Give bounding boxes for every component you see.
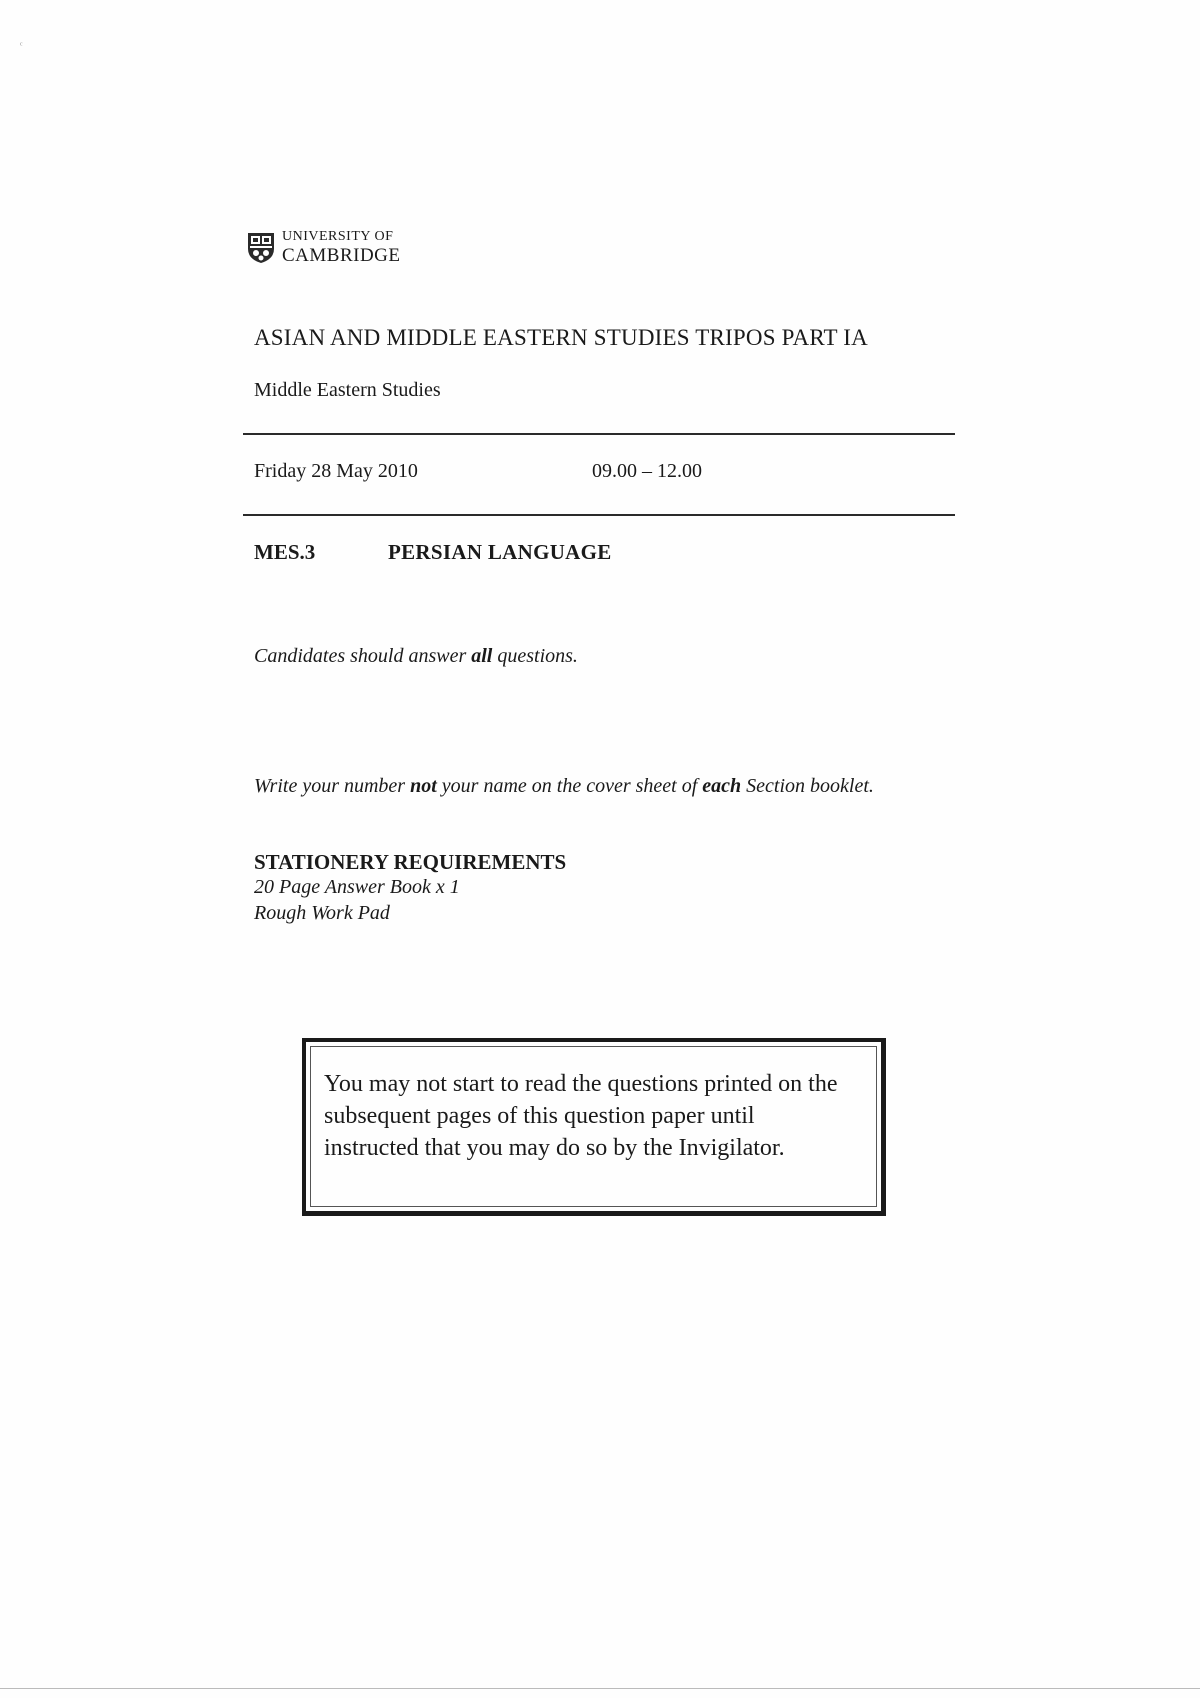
answer-instruction-part2: questions. bbox=[492, 645, 578, 667]
logo-cambridge: CAMBRIDGE bbox=[282, 245, 401, 266]
booklet-instruction bbox=[254, 775, 874, 798]
stationery-heading: STATIONERY REQUIREMENTS bbox=[254, 850, 567, 874]
bottom-divider bbox=[243, 514, 955, 516]
booklet-instruction-emphasis-not: not bbox=[410, 775, 437, 797]
booklet-instruction-part1: Write your number bbox=[254, 775, 411, 797]
paper-code: MES.3 bbox=[254, 540, 316, 564]
logo-university-of: UNIVERSITY OF bbox=[282, 229, 394, 244]
booklet-instruction-part3: Section booklet. bbox=[741, 775, 874, 797]
top-divider bbox=[243, 433, 955, 435]
stationery-item: Rough Work Pad bbox=[254, 902, 390, 924]
stationery-item: 20 Page Answer Book x 1 bbox=[254, 876, 460, 898]
subject-subtitle: Middle Eastern Studies bbox=[254, 379, 441, 401]
tripos-title: ASIAN AND MIDDLE EASTERN STUDIES TRIPOS PART IA bbox=[254, 325, 868, 350]
invigilator-notice-box bbox=[302, 1038, 886, 1216]
booklet-instruction-emphasis-each: each bbox=[702, 775, 742, 797]
university-crest-icon bbox=[246, 231, 276, 265]
answer-instruction-part1: Candidates should answer bbox=[254, 645, 472, 667]
booklet-instruction-part2: your name on the cover sheet of bbox=[436, 775, 703, 797]
answer-instruction-emphasis: all bbox=[471, 645, 493, 667]
scan-mark: ᶜ bbox=[20, 40, 23, 51]
invigilator-notice-text: You may not start to read the questions printed on the subsequent pages of this question paper until instructed that you may do so by the Invigilator. bbox=[324, 1071, 838, 1161]
scan-edge-line bbox=[0, 1688, 1200, 1689]
answer-instruction bbox=[254, 645, 578, 668]
paper-title: PERSIAN LANGUAGE bbox=[388, 540, 612, 564]
exam-date: Friday 28 May 2010 bbox=[254, 460, 418, 482]
exam-time: 09.00 – 12.00 bbox=[592, 460, 702, 482]
university-logo bbox=[246, 230, 401, 265]
